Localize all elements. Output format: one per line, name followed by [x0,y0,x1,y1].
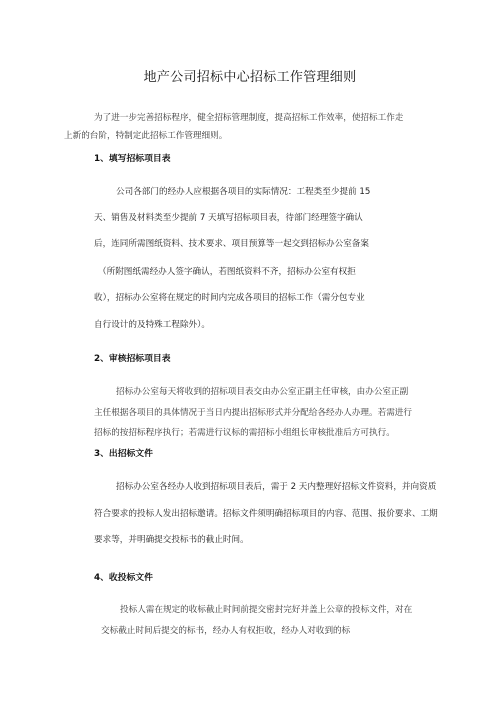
document-title: 地产公司招标中心招标工作管理细则 [143,70,357,85]
section-1-line-6: 自行设计的及特殊工程除外）。 [94,320,211,330]
section-4-line-2: 交标截止时间后提交的标书，经办人有权拒收，经办人对收到的标 [101,626,351,636]
section-1-line-2: 天、销售及材料类至少提前 7 天填写招标项目表，待部门经理签字确认 [94,213,363,223]
section-2-heading: 2、审核招标项目表 [94,354,171,364]
section-4-heading: 4、收投标文件 [94,573,153,583]
section-2-line-1: 招标办公室每天将收到的招标项目表交由办公室正副主任审核，由办公室正副 [116,387,409,397]
intro-line-2: 上新的台阶，特制定此招标工作管理细则。 [64,131,228,141]
section-1-heading: 1、填写招标项目表 [94,154,171,164]
section-1-line-1: 公司各部门的经办人应根据各项目的实际情况：工程类至少提前 15 [116,187,371,197]
section-1-line-5: 收），招标办公室将在规定的时间内完成各项目的招标工作（需分包专业 [94,293,365,303]
section-2-line-2: 主任根据各项目的具体情况于当日内提出招标形式并分配给各经办人办理。若需进行 [94,408,412,418]
section-1-line-3: 后，连同所需图纸资料、技术要求、项目预算等一起交到招标办公室备案 [94,239,370,249]
section-2-line-3: 招标的按招标程序执行；若需进行议标的需招标小组组长审核批准后方可执行。 [94,428,395,438]
section-3-line-3: 要求等，并明确提交投标书的截止时间。 [94,535,249,545]
section-3-line-1: 招标办公室各经办人收到招标项目表后，需于 2 天内整理好招标文件资料，并向资质 [116,482,437,492]
section-3-heading: 3、出招标文件 [94,449,153,459]
intro-line-1: 为了进一步完善招标程序，健全招标管理制度，提高招标工作效率，使招标工作走 [94,113,404,123]
section-4-line-1: 投标人需在规定的收标截止时间前提交密封完好并盖上公章的投标文件，对在 [120,605,413,615]
section-1-line-4: （所附图纸需经办人签字确认，若图纸资料不齐，招标办公室有权拒 [98,267,356,277]
section-3-line-2: 符合要求的投标人发出招标邀请。招标文件须明确招标项目的内容、范围、报价要求、工期 [94,509,438,519]
